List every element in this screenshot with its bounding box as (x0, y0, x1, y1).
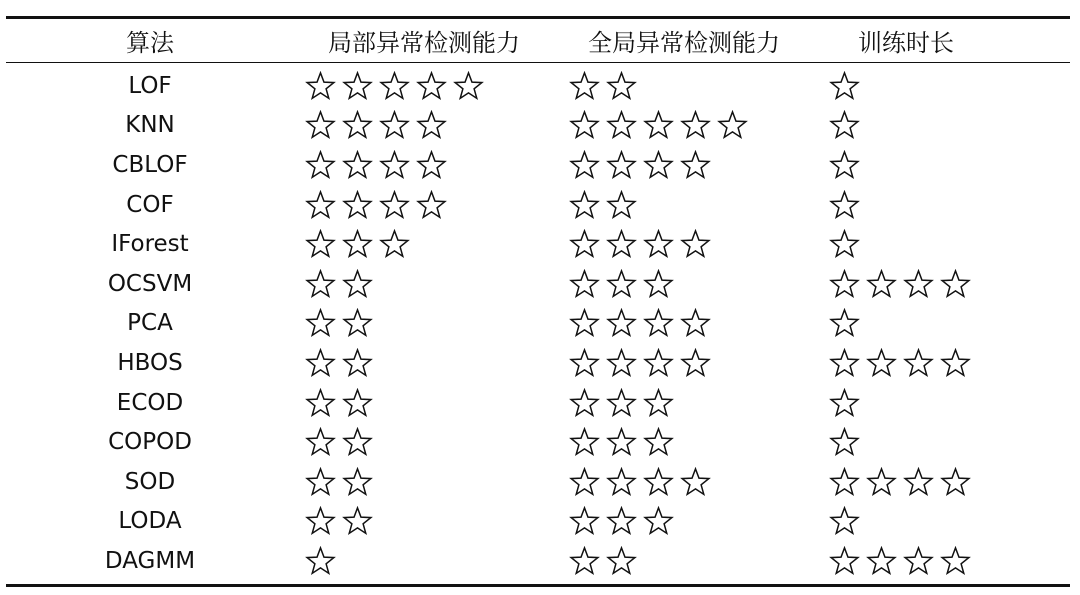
star-outline-icon (679, 110, 712, 140)
local-detection-rating (304, 66, 489, 106)
training-time-rating (828, 145, 865, 185)
star-outline-icon (415, 190, 448, 220)
star-outline-icon (605, 546, 638, 576)
table-row (6, 383, 1070, 423)
algorithm-name: DAGMM (104, 547, 196, 574)
global-detection-rating (568, 343, 716, 383)
star-outline-icon (341, 150, 374, 180)
star-outline-icon (304, 308, 337, 338)
star-outline-icon (605, 150, 638, 180)
star-outline-icon (642, 427, 675, 457)
star-outline-icon (679, 229, 712, 259)
star-outline-icon (679, 308, 712, 338)
table-row (6, 264, 1070, 304)
star-outline-icon (304, 71, 337, 101)
table-row (6, 502, 1070, 542)
star-outline-icon (378, 110, 411, 140)
local-detection-rating (304, 304, 378, 344)
star-outline-icon (452, 71, 485, 101)
local-detection-rating (304, 422, 378, 462)
algorithm-name: IForest (111, 231, 189, 258)
star-outline-icon (902, 348, 935, 378)
training-time-rating (828, 106, 865, 146)
table-body (6, 63, 1070, 584)
header-global-detection: 全局异常检测能力 (588, 29, 780, 57)
table-row (6, 185, 1070, 225)
global-detection-rating (568, 502, 679, 542)
star-outline-icon (902, 546, 935, 576)
star-outline-icon (642, 308, 675, 338)
local-detection-rating (304, 264, 378, 304)
global-detection-rating (568, 304, 716, 344)
training-time-rating (828, 264, 976, 304)
star-outline-icon (341, 71, 374, 101)
star-outline-icon (568, 229, 601, 259)
global-detection-rating (568, 541, 642, 581)
training-time-rating (828, 185, 865, 225)
star-outline-icon (568, 467, 601, 497)
star-outline-icon (341, 506, 374, 536)
star-outline-icon (304, 110, 337, 140)
algorithm-name: LOF (128, 72, 172, 99)
star-outline-icon (828, 269, 861, 299)
training-time-rating (828, 343, 976, 383)
star-outline-icon (642, 150, 675, 180)
training-time-rating (828, 502, 865, 542)
star-outline-icon (828, 467, 861, 497)
star-outline-icon (415, 150, 448, 180)
algorithm-name: PCA (127, 310, 173, 337)
star-outline-icon (605, 229, 638, 259)
star-outline-icon (341, 348, 374, 378)
star-outline-icon (605, 308, 638, 338)
star-outline-icon (605, 506, 638, 536)
star-outline-icon (341, 467, 374, 497)
star-outline-icon (605, 190, 638, 220)
training-time-rating (828, 541, 976, 581)
local-detection-rating (304, 106, 452, 146)
star-outline-icon (642, 467, 675, 497)
algorithm-name: CBLOF (112, 151, 188, 178)
star-outline-icon (828, 229, 861, 259)
algorithm-name: COF (126, 191, 174, 218)
star-outline-icon (378, 150, 411, 180)
star-outline-icon (415, 110, 448, 140)
global-detection-rating (568, 106, 753, 146)
star-outline-icon (304, 269, 337, 299)
star-outline-icon (642, 388, 675, 418)
star-outline-icon (341, 110, 374, 140)
star-outline-icon (415, 71, 448, 101)
star-outline-icon (341, 190, 374, 220)
star-outline-icon (828, 190, 861, 220)
comparison-table (6, 16, 1070, 587)
star-outline-icon (341, 308, 374, 338)
star-outline-icon (341, 427, 374, 457)
star-outline-icon (605, 467, 638, 497)
star-outline-icon (828, 71, 861, 101)
table-row (6, 462, 1070, 502)
algorithm-name: SOD (124, 468, 176, 495)
algorithm-name: ECOD (116, 389, 184, 416)
header-row (6, 19, 1070, 62)
star-outline-icon (828, 427, 861, 457)
star-outline-icon (605, 348, 638, 378)
star-outline-icon (865, 348, 898, 378)
star-outline-icon (939, 467, 972, 497)
star-outline-icon (642, 110, 675, 140)
table-row (6, 66, 1070, 106)
star-outline-icon (568, 546, 601, 576)
table-row (6, 343, 1070, 383)
training-time-rating (828, 66, 865, 106)
algorithm-name: OCSVM (107, 270, 193, 297)
star-outline-icon (378, 71, 411, 101)
table-row (6, 304, 1070, 344)
star-outline-icon (642, 269, 675, 299)
star-outline-icon (605, 388, 638, 418)
star-outline-icon (568, 308, 601, 338)
star-outline-icon (828, 110, 861, 140)
algorithm-name: COPOD (108, 429, 192, 456)
star-outline-icon (568, 150, 601, 180)
star-outline-icon (642, 348, 675, 378)
star-outline-icon (679, 467, 712, 497)
star-outline-icon (568, 348, 601, 378)
local-detection-rating (304, 185, 452, 225)
star-outline-icon (605, 269, 638, 299)
star-outline-icon (902, 269, 935, 299)
star-outline-icon (828, 308, 861, 338)
local-detection-rating (304, 502, 378, 542)
local-detection-rating (304, 224, 415, 264)
star-outline-icon (568, 388, 601, 418)
star-outline-icon (304, 506, 337, 536)
algorithm-name: KNN (125, 112, 175, 139)
bottom-rule (6, 584, 1070, 587)
star-outline-icon (605, 110, 638, 140)
training-time-rating (828, 304, 865, 344)
local-detection-rating (304, 383, 378, 423)
star-outline-icon (865, 467, 898, 497)
star-outline-icon (642, 506, 675, 536)
star-outline-icon (716, 110, 749, 140)
star-outline-icon (304, 467, 337, 497)
header-local-detection: 局部异常检测能力 (328, 29, 520, 57)
star-outline-icon (568, 269, 601, 299)
local-detection-rating (304, 343, 378, 383)
local-detection-rating (304, 541, 341, 581)
star-outline-icon (304, 427, 337, 457)
star-outline-icon (378, 229, 411, 259)
table-row (6, 106, 1070, 146)
algorithm-name: LODA (118, 508, 182, 535)
star-outline-icon (568, 506, 601, 536)
global-detection-rating (568, 383, 679, 423)
star-outline-icon (568, 427, 601, 457)
star-outline-icon (939, 348, 972, 378)
star-outline-icon (902, 467, 935, 497)
local-detection-rating (304, 462, 378, 502)
training-time-rating (828, 422, 865, 462)
table-row (6, 422, 1070, 462)
star-outline-icon (568, 71, 601, 101)
star-outline-icon (865, 269, 898, 299)
star-outline-icon (605, 427, 638, 457)
training-time-rating (828, 224, 865, 264)
star-outline-icon (304, 388, 337, 418)
star-outline-icon (341, 229, 374, 259)
star-outline-icon (304, 546, 337, 576)
global-detection-rating (568, 462, 716, 502)
star-outline-icon (304, 348, 337, 378)
algorithm-name: HBOS (117, 349, 183, 376)
global-detection-rating (568, 224, 716, 264)
star-outline-icon (304, 150, 337, 180)
star-outline-icon (304, 229, 337, 259)
star-outline-icon (828, 506, 861, 536)
star-outline-icon (568, 110, 601, 140)
training-time-rating (828, 462, 976, 502)
star-outline-icon (939, 269, 972, 299)
star-outline-icon (828, 348, 861, 378)
global-detection-rating (568, 264, 679, 304)
local-detection-rating (304, 145, 452, 185)
star-outline-icon (828, 150, 861, 180)
header-algorithm: 算法 (126, 29, 174, 57)
star-outline-icon (679, 348, 712, 378)
table-row (6, 224, 1070, 264)
star-outline-icon (304, 190, 337, 220)
star-outline-icon (865, 546, 898, 576)
global-detection-rating (568, 66, 642, 106)
star-outline-icon (605, 71, 638, 101)
star-outline-icon (828, 388, 861, 418)
star-outline-icon (378, 190, 411, 220)
training-time-rating (828, 383, 865, 423)
star-outline-icon (568, 190, 601, 220)
global-detection-rating (568, 422, 679, 462)
star-outline-icon (679, 150, 712, 180)
header-training-time: 训练时长 (858, 29, 954, 57)
table-row (6, 145, 1070, 185)
star-outline-icon (642, 229, 675, 259)
star-outline-icon (828, 546, 861, 576)
star-outline-icon (341, 269, 374, 299)
star-outline-icon (939, 546, 972, 576)
global-detection-rating (568, 145, 716, 185)
table-row (6, 541, 1070, 581)
global-detection-rating (568, 185, 642, 225)
star-outline-icon (341, 388, 374, 418)
